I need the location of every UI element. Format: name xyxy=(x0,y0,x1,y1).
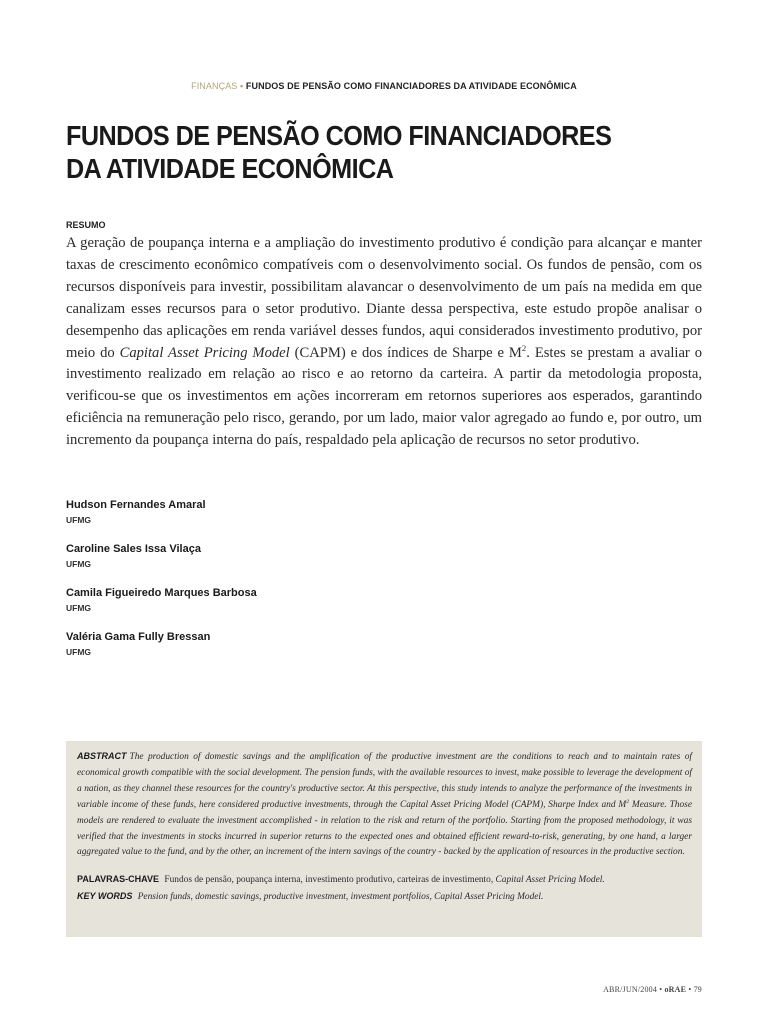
title-line-2: DA ATIVIDADE ECONÔMICA xyxy=(66,153,394,184)
palavras-chave-text: Fundos de pensão, poupança interna, investimento produtivo, carteiras de investimento, xyxy=(164,875,496,886)
page-number: 79 xyxy=(693,985,702,994)
author-affiliation: UFMG xyxy=(66,515,92,525)
abstract-label: ABSTRACT xyxy=(77,751,127,761)
resumo-text-3: . Estes se prestam a avaliar o investimento realizado em relação ao risco e ao retorno da carteira. A partir da metodologia proposta, verificou-se que os investimentos em ações incorreram em retornos superiores aos esperados, garantindo eficiência na remuneração pelo risco, gerando, por um lado, maior valor agregado ao fundo e, por outro, um incremento da poupança interna do país, respaldado pela aplicação de recursos no setor produtivo. xyxy=(66,344,702,449)
author-name: Valéria Gama Fully Bressan xyxy=(66,631,211,643)
author-affiliation: UFMG xyxy=(66,647,92,657)
author-entry xyxy=(66,498,466,542)
keywords-block xyxy=(77,871,692,905)
author-affiliation: UFMG xyxy=(66,603,92,613)
author-entry xyxy=(66,542,466,586)
title-line-1: FUNDOS DE PENSÃO COMO FINANCIADORES xyxy=(66,120,612,151)
resumo-paragraph xyxy=(66,233,702,452)
author-affiliation: UFMG xyxy=(66,559,92,569)
abstract-text-2: Measure. Those models are rendered to evaluate the investment accomplished - in relation to the risk and return of the portfolio. Starting from the proposed methodology, it was verified that the investments in stocks incurred in superior returns to the expected ones and obtained efficient reward-to-risk, generating, by one hand, a larger aggregated value to the fund, and by the other, an increment of the intern savings of the country - backed by the application of resources in the productive section. xyxy=(77,799,692,858)
author-name: Camila Figueiredo Marques Barbosa xyxy=(66,587,257,599)
journal-prefix: o xyxy=(664,985,669,994)
resumo-label: RESUMO xyxy=(66,220,106,230)
abstract-text-1: The production of domestic savings and the amplification of the productive investment are the conditions to reach and to maintain rates of economical growth compatible with the social development. The pension funds, with the available resources to invest, make possible to leverage the development of a nation, as they channel these resources for the country's productive sector. At this perspective, this study intends to analyze the performance of the investments in variable income of these funds, here considered productive investments, through the Capital Asset Pricing Model (CAPM), Sharpe Index and M xyxy=(77,752,692,810)
abstract-box xyxy=(66,741,702,937)
resumo-text-1: A geração de poupança interna e a ampliação do investimento produtivo é condição para alcançar e manter taxas de crescimento econômico compatíveis com o desenvolvimento social. Os fundos de pensão, com os recursos disponíveis para investir, possibilitam alavancar o desenvolvimento de um país na medida em que canalizam esses recursos para o setor produtivo. Diante dessa perspectiva, este estudo propõe analisar o desempenho das aplicações em renda variável desses fundos, aqui considerados investimento produtivo, por meio do xyxy=(66,235,702,361)
palavras-chave-italic: Capital Asset Pricing Model. xyxy=(495,875,605,886)
abstract-superscript: 2 xyxy=(626,798,630,805)
author-entry xyxy=(66,586,466,630)
article-title xyxy=(66,119,642,185)
abstract-paragraph xyxy=(77,749,692,861)
header-separator: • xyxy=(240,81,244,91)
issue-date: ABR/JUN/2004 xyxy=(603,985,658,994)
author-list xyxy=(66,498,466,674)
palavras-chave-line xyxy=(77,871,692,888)
page-footer xyxy=(603,985,702,994)
key-words-text: Pension funds, domestic savings, productive investment, investment portfolios, Capital Asset Pricing Model. xyxy=(137,892,544,903)
author-name: Caroline Sales Issa Vilaça xyxy=(66,543,201,555)
journal-abbrev: RAE xyxy=(668,985,687,994)
palavras-chave-label: PALAVRAS-CHAVE xyxy=(77,874,160,885)
running-header xyxy=(0,81,768,91)
key-words-line xyxy=(77,888,692,905)
footer-separator: • xyxy=(659,985,663,994)
key-words-label: KEY WORDS xyxy=(77,891,133,902)
running-title: FUNDOS DE PENSÃO COMO FINANCIADORES DA ATIVIDADE ECONÔMICA xyxy=(245,81,577,91)
footer-separator: • xyxy=(688,985,692,994)
author-name: Hudson Fernandes Amaral xyxy=(66,499,206,511)
author-entry xyxy=(66,630,466,674)
journal-name xyxy=(664,985,686,994)
resumo-text-2: (CAPM) e dos índices de Sharpe e M xyxy=(289,344,522,361)
section-category: FINANÇAS xyxy=(191,81,238,91)
resumo-superscript: 2 xyxy=(521,342,527,353)
resumo-italic-capm: Capital Asset Pricing Model xyxy=(119,344,290,361)
